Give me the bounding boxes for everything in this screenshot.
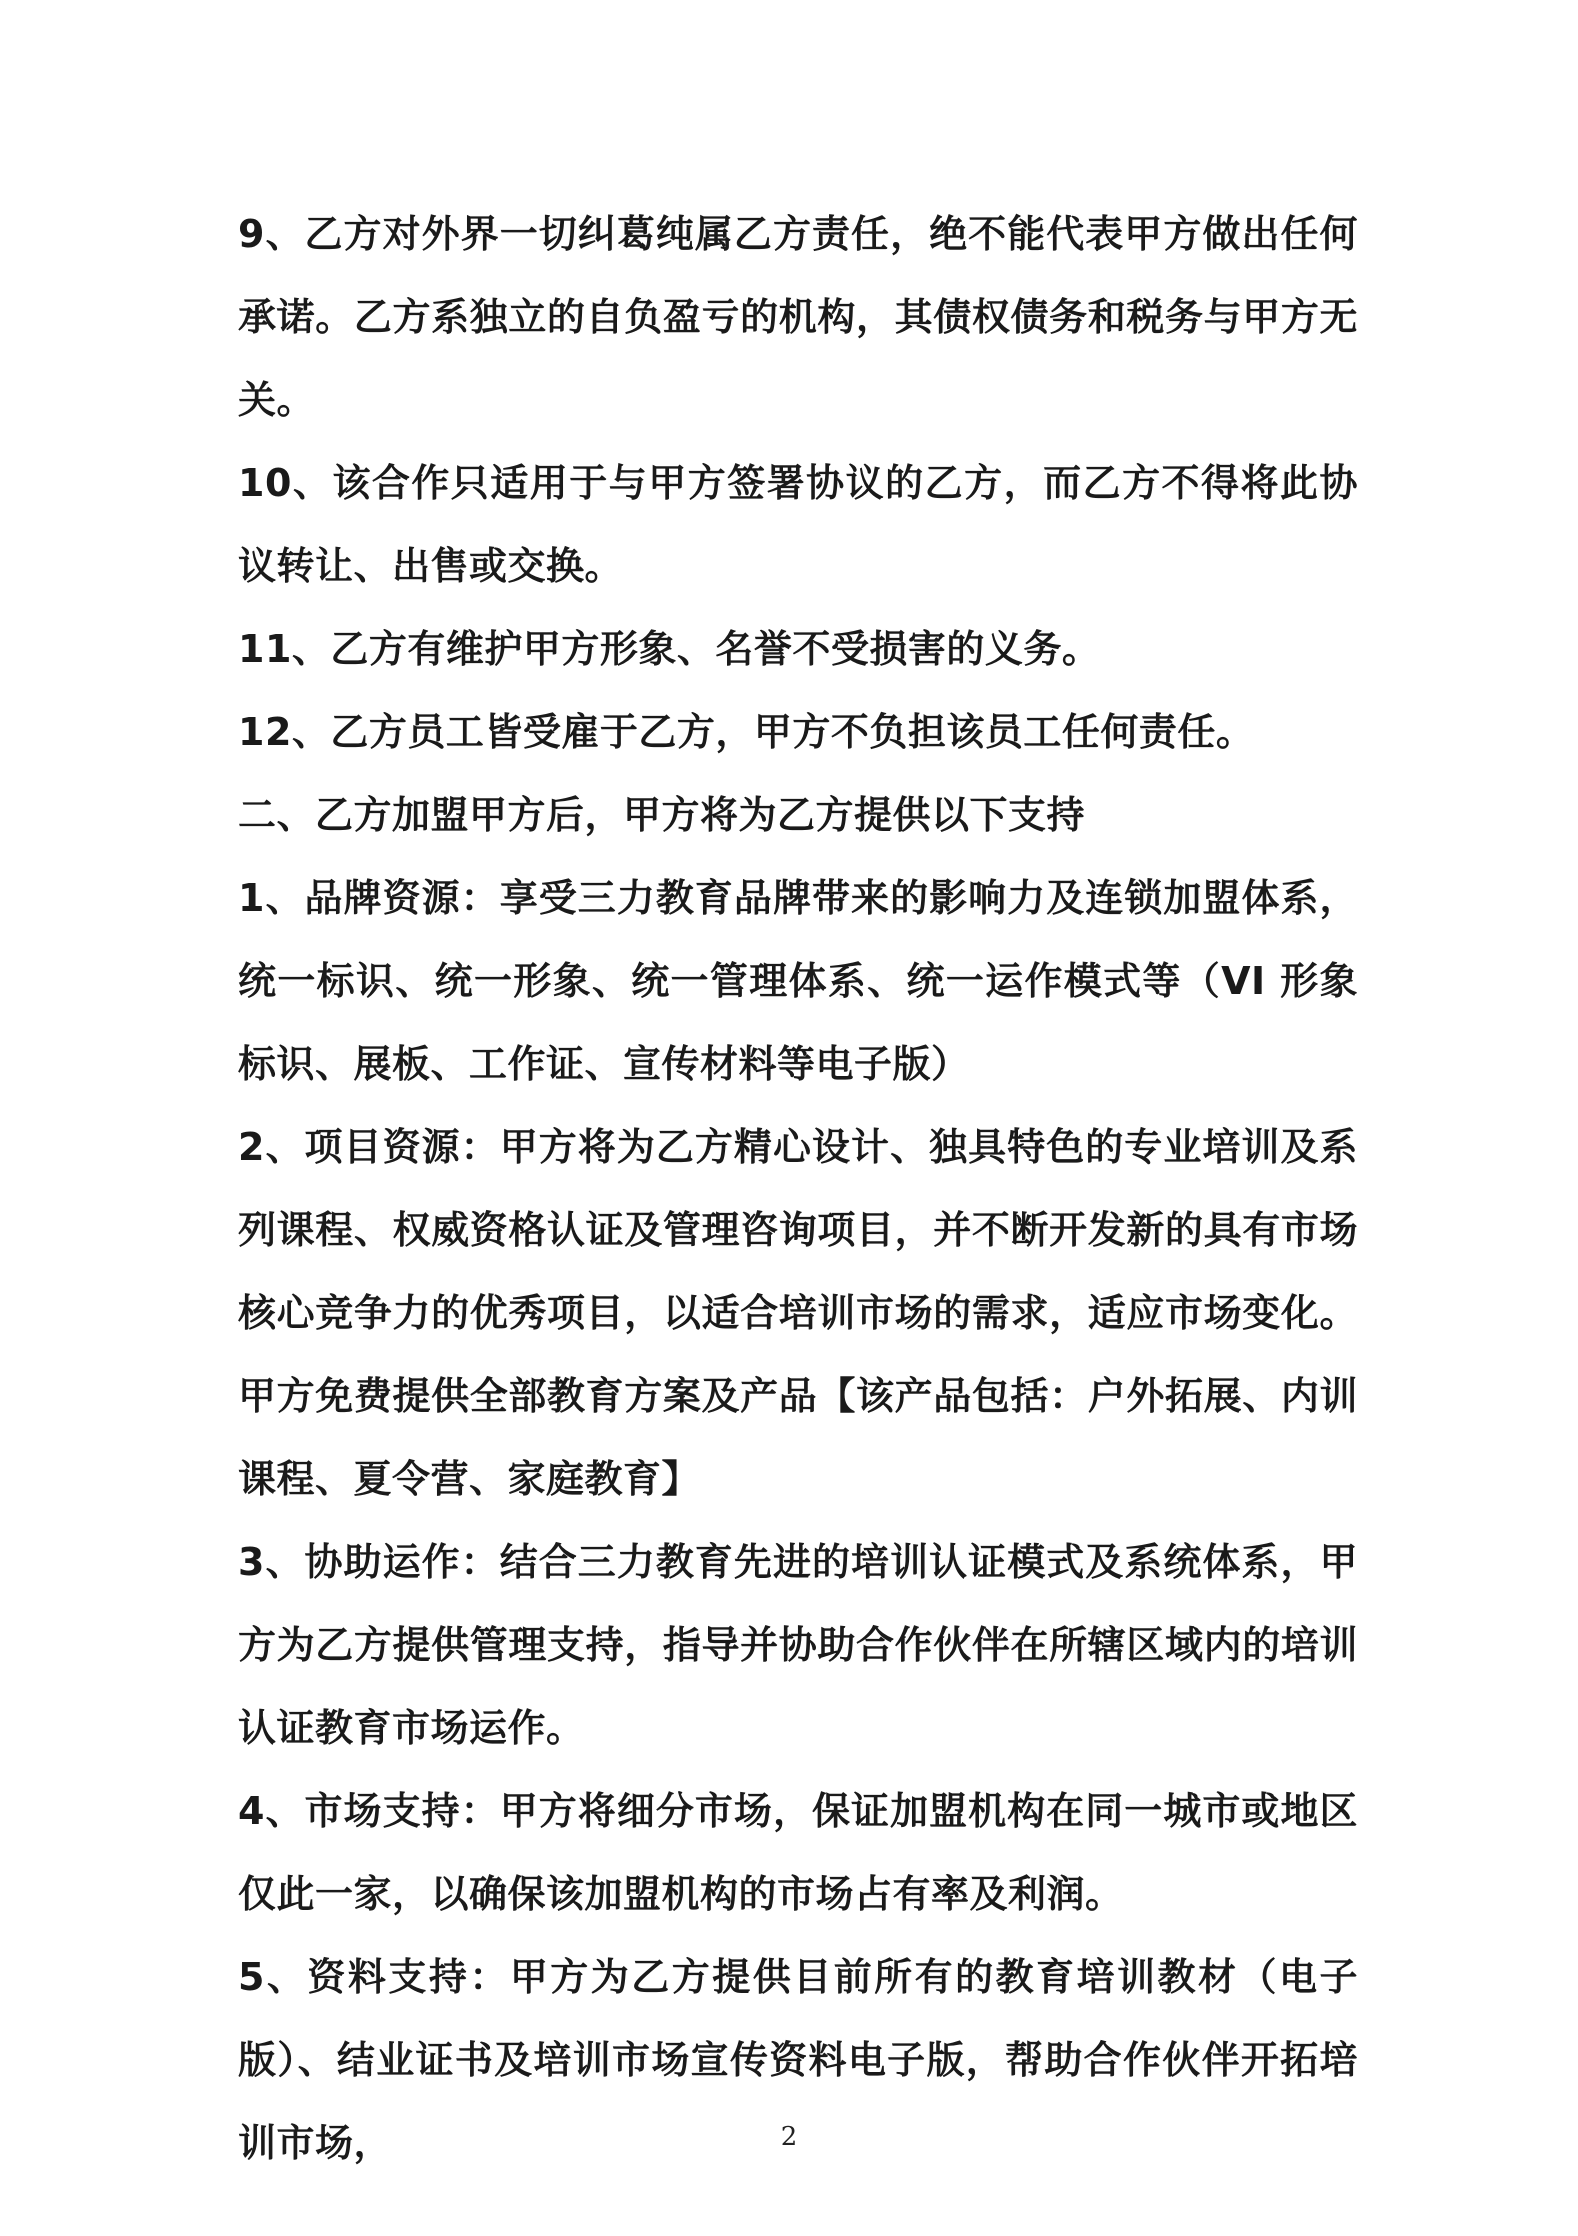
document-body [238, 193, 1358, 2185]
paragraph-clause-11: 11、乙方有维护甲方形象、名誉不受损害的义务。 [238, 627, 1101, 671]
paragraph-support-3-operation: 3、协助运作：结合三力教育先进的培训认证模式及系统体系，甲方为乙方提供管理支持，指导并协助合作伙伴在所辖区域内的培训认证教育市场运作。 [238, 1540, 1358, 1750]
paragraph-clause-10: 10、该合作只适用于与甲方签署协议的乙方，而乙方不得将此协议转让、出售或交换。 [238, 461, 1358, 588]
paragraph-clause-12: 12、乙方员工皆受雇于乙方，甲方不负担该员工任何责任。 [238, 710, 1255, 754]
section-heading-support: 二、乙方加盟甲方后，甲方将为乙方提供以下支持 [238, 793, 1086, 837]
paragraph-support-5-materials: 5、资料支持：甲方为乙方提供目前所有的教育培训教材（电子版）、结业证书及培训市场宣传资料电子版，帮助合作伙伴开拓培训市场， [238, 1955, 1358, 2165]
paragraph-support-1-brand: 1、品牌资源：享受三力教育品牌带来的影响力及连锁加盟体系，统一标识、统一形象、统一管理体系、统一运作模式等（VI 形象标识、展板、工作证、宣传材料等电子版） [238, 876, 1358, 1086]
paragraph-clause-9: 9、乙方对外界一切纠葛纯属乙方责任，绝不能代表甲方做出任何承诺。乙方系独立的自负盈亏的机构，其债权债务和税务与甲方无关。 [238, 212, 1358, 422]
page-number: 2 [780, 2122, 798, 2152]
paragraph-support-2-project: 2、项目资源：甲方将为乙方精心设计、独具特色的专业培训及系列课程、权威资格认证及管理咨询项目，并不断开发新的具有市场核心竞争力的优秀项目，以适合培训市场的需求，适应市场变化。甲方免费提供全部教育方案及产品【该产品包括：户外拓展、内训课程、夏令营、家庭教育】 [238, 1125, 1358, 1501]
paragraph-support-4-market: 4、市场支持：甲方将细分市场，保证加盟机构在同一城市或地区仅此一家，以确保该加盟机构的市场占有率及利润。 [238, 1789, 1358, 1916]
